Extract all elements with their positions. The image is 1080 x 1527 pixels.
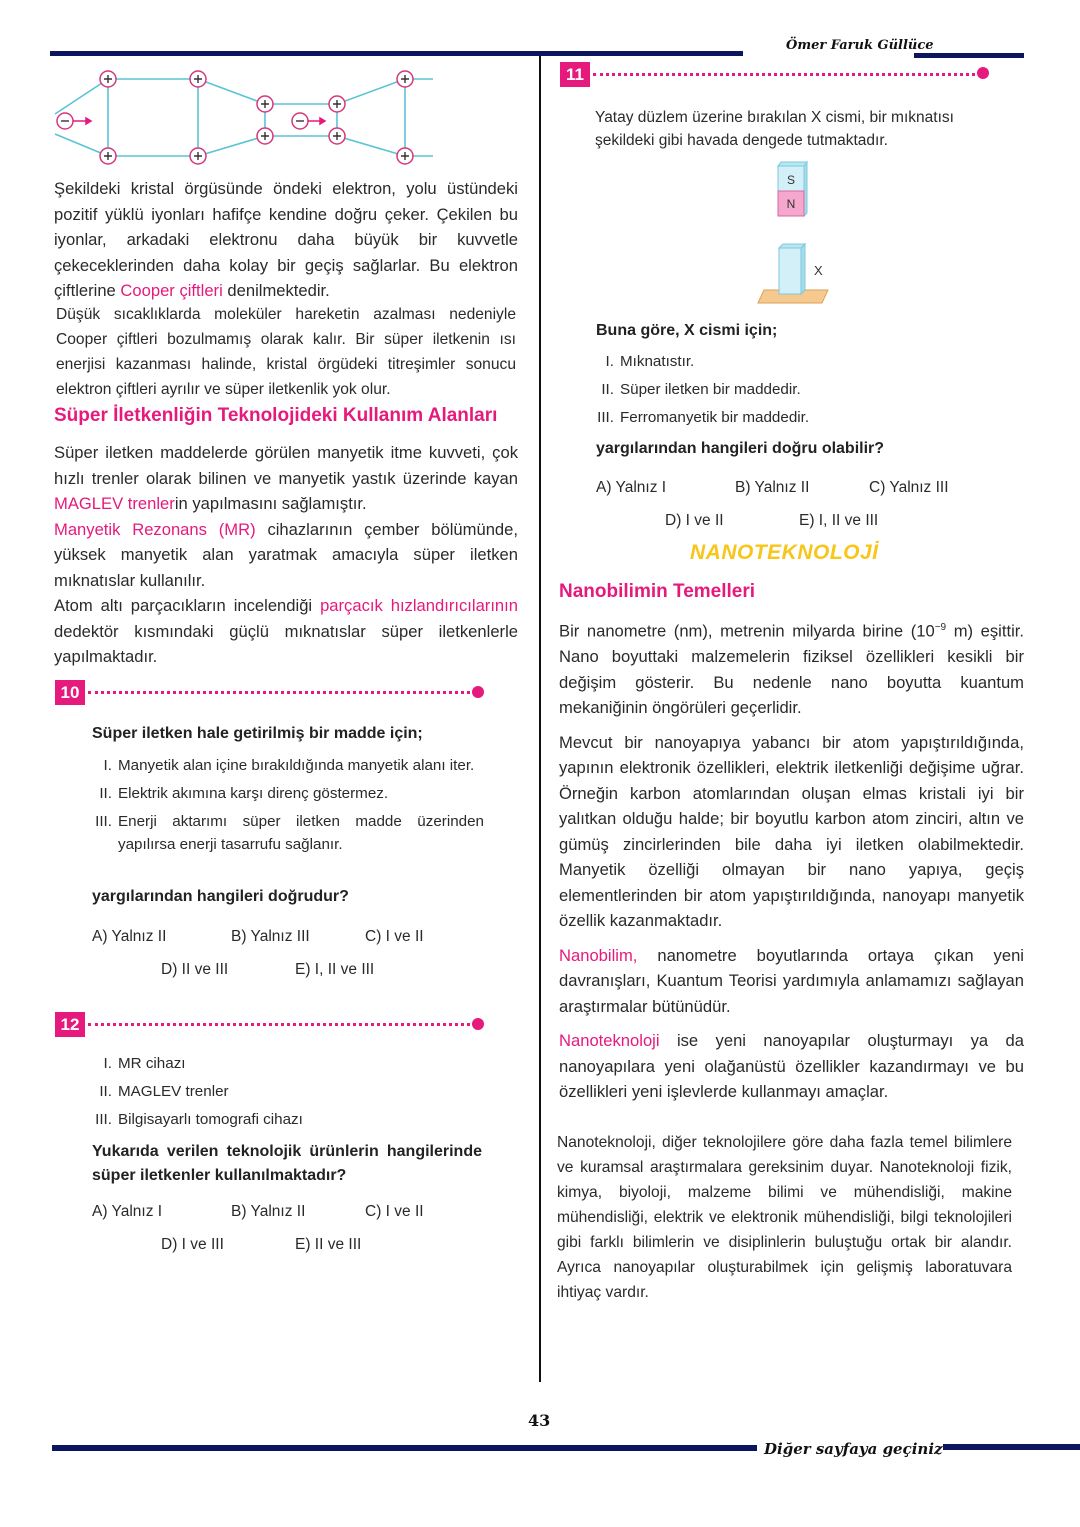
term-cooper-pairs: Cooper çiftleri <box>120 281 223 300</box>
next-page-note: Diğer sayfaya geçiniz <box>764 1440 943 1458</box>
section-title-nanoscience-basics: Nanobilimin Temelleri <box>559 581 756 602</box>
right-paragraphs <box>559 615 1024 1105</box>
q12-item-3: III. Bilgisayarlı tomografi cihazı <box>95 1111 303 1128</box>
question-11-lead: Buna göre, X cismi için; <box>596 322 778 339</box>
lattice-diagram <box>50 64 440 170</box>
q12-option-c[interactable]: C) I ve II <box>365 1203 424 1220</box>
nano-paragraph-4: Nanoteknoloji ise yeni nanoyapılar oluşturmayı ya da nanoyapılara yeni olağanüstü özellikler kazandırmayı ve bu özellikleri yeni işlevlerde kullanmayı amaçlar. <box>559 1031 1024 1102</box>
author-name: Ömer Faruk Güllüce <box>786 38 934 53</box>
svg-text:N: N <box>786 197 796 211</box>
term-nanotechnology: Nanoteknoloji <box>559 1031 660 1051</box>
term-particle-accelerators: parçacık hızlandırıcılarının <box>320 596 519 615</box>
q11-option-d[interactable]: D) I ve II <box>665 512 724 529</box>
column-divider <box>539 56 541 1382</box>
nano-paragraph-2: Mevcut bir nanoyapıya yabancı bir atom yapıştırıldığında, yapının elektronik özellikleri, elektrik iletkenliği değişime uğrar. Örneğin karbon atomlarından oluşan elmas kristali iyi bir yalıtkan olduğu halde; bir boyutlu karbon atom zinciri, altın ve gümüş zincirlerinden bile daha iyi iletken olabilmektedir. Manyetik özelliği olmayan bir nano yapıya, geçiş elementlerinden bir atom yapıştırıldığında, nanoyapı manyetik özellik kazanmaktadır. <box>559 732 1024 931</box>
q12-item-1: I. MR cihazı <box>103 1055 186 1072</box>
question-10-dot <box>472 686 484 698</box>
question-12-items <box>84 1052 484 1131</box>
q10-item-1: I. Manyetik alan içine bırakıldığında manyetik alanı iter. <box>103 757 475 774</box>
q11-item-1: I. Mıknatıstır. <box>605 353 695 370</box>
term-mr: Manyetik Rezonans (MR) <box>54 519 256 539</box>
q11-option-e[interactable]: E) I, II ve III <box>799 512 879 529</box>
q10-option-b[interactable]: B) Yalnız III <box>231 928 310 945</box>
q10-item-2: II. Elektrik akımına karşı direnç göstermez. <box>99 785 389 802</box>
q10-option-d[interactable]: D) II ve III <box>161 961 229 978</box>
question-12-question: Yukarıda verilen teknolojik ürünlerin hangilerinde süper iletkenler kullanılmaktadır? <box>92 1143 482 1184</box>
question-10-dotted-rule <box>88 691 476 694</box>
term-nanoscience: Nanobilim, <box>559 945 638 965</box>
nano-paragraph-5-block <box>557 1130 1012 1305</box>
left-paragraph-3: Süper iletken maddelerde görülen manyetik itme kuvveti, çok hızlı trenler olarak bilinen ve manyetik yastık üzerinde kayan MAGLEV trenlerin yapılmasını sağlamıştır. Manyetik Rezonans (MR) cihazlarının çember bölümünde, yüksek manyetik alan yaratmak amacıyla süper iletken mıknatıslar kullanılır. Atom altı parçacıkların incelendiği parçacık hızlandırıcılarının dedektör kısmındaki güçlü mıknatıslar süper iletkenlerle yapılmaktadır. <box>54 443 519 666</box>
question-10-badge: 10 <box>55 680 85 705</box>
q11-option-b[interactable]: B) Yalnız II <box>735 479 810 496</box>
question-10-stem: Süper iletken hale getirilmiş bir madde için; <box>92 725 423 742</box>
footer-rule-left <box>52 1445 757 1451</box>
question-12-badge: 12 <box>55 1012 85 1037</box>
svg-text:S: S <box>786 173 796 187</box>
q11-option-c[interactable]: C) Yalnız III <box>869 479 949 496</box>
section-title-superconductor-uses: Süper İletkenliğin Teknolojideki Kullanım Alanları <box>54 405 498 426</box>
question-11-items <box>586 350 986 429</box>
q10-option-c[interactable]: C) I ve II <box>365 928 424 945</box>
header-rule-left <box>50 51 743 56</box>
q11-item-2: II. Süper iletken bir maddedir. <box>601 381 801 398</box>
question-11-question: yargılarından hangileri doğru olabilir? <box>596 440 885 457</box>
question-11-dot <box>977 67 989 79</box>
q11-item-3: III. Ferromanyetik bir maddedir. <box>597 409 810 426</box>
page-number: 43 <box>528 1411 551 1430</box>
question-11-stem: Yatay düzlem üzerine bırakılan X cismi, bir mıknatısı şekildeki gibi havada dengede tutmaktadır. <box>595 109 954 149</box>
left-paragraph-2: Düşük sıcaklıklarda moleküler hareketin azalması nedeniyle Cooper çiftleri bozulmamış olarak kalır. Bir süper iletkenin ısı enerjisi kazanması halinde, kristal örgüdeki titreşimler sonucu elektron çiftleri ayrılır ve süper iletkenlik yok olur. <box>56 306 516 398</box>
question-11-badge: 11 <box>560 62 590 87</box>
nano-paragraph-3: Nanobilim, nanometre boyutlarında ortaya çıkan yeni davranışları, Kuantum Teorisi yardımıyla anlamamızı sağlayan araştırmalar bütünüdür. <box>559 945 1024 1016</box>
nanotechnology-banner: NANOTEKNOLOJİ <box>690 541 879 564</box>
crystal-lattice-figure <box>50 64 440 170</box>
question-11-dotted-rule <box>593 73 981 76</box>
q12-option-d[interactable]: D) I ve III <box>161 1236 224 1253</box>
footer-rule-right <box>943 1444 1080 1450</box>
nano-paragraph-1: Bir nanometre (nm), metrenin milyarda birine ($10^{-9}$ m) eşittir. Nano boyuttaki malzemelerin fiziksel özellikleri kesikli bir değişim gösterir. Bu nedenle nano boyutta kuantum mekaniğinin öngörüleri geçerlidir. <box>559 621 1024 718</box>
question-10-question: yargılarından hangileri doğrudur? <box>92 888 349 905</box>
q10-option-a[interactable]: A) Yalnız II <box>92 928 167 945</box>
nano-paragraph-5: Nanoteknoloji, diğer teknolojilere göre daha fazla temel bilimlere ve kuramsal araştırmalara gereksinim duyar. Nanoteknoloji fizik, kimya, biyoloji, malzeme bilimi ve mühendisliği, makine mühendisliği, elektrik ve elektronik mühendisliği, bilgi teknolojileri gibi farklı bilimlerin ve disiplinlerin buluştuğu ortak bir alandır. Ayrıca nanoyapılar oluşturabilmek için gelişmiş laboratuvara ihtiyaç vardır. <box>557 1134 1012 1301</box>
q12-option-e[interactable]: E) II ve III <box>295 1236 362 1253</box>
q10-item-3: III. Enerji aktarımı süper iletken madde üzerinden yapılırsa enerji tasarrufu sağlanır. <box>95 813 484 853</box>
question-12-dotted-rule <box>88 1023 476 1026</box>
q12-item-2: II. MAGLEV trenler <box>99 1083 229 1100</box>
term-maglev: MAGLEV trenler <box>54 494 175 513</box>
q12-option-b[interactable]: B) Yalnız II <box>231 1203 306 1220</box>
q12-option-a[interactable]: A) Yalnız I <box>92 1203 163 1220</box>
question-12-dot <box>472 1018 484 1030</box>
left-intro-paragraph: Şekildeki kristal örgüsünde öndeki elektron, yolu üstündeki pozitif yüklü iyonları hafifçe kendine doğru çeker. Çekilen bu iyonlar, arkadaki elektronu daha büyük bir kuvvetle çekeceklerinden daha kolay bir geçiş sağlarlar. Bu elektron çiftlerine Cooper çiftleri denilmektedir. <box>54 179 518 300</box>
question-10-items <box>84 754 484 856</box>
q10-option-e[interactable]: E) I, II ve III <box>295 961 375 978</box>
svg-text:X: X <box>814 263 823 278</box>
header-rule-right <box>914 53 1024 58</box>
q11-option-a[interactable]: A) Yalnız I <box>596 479 667 496</box>
levitating-magnet-diagram <box>750 160 860 310</box>
magnet-figure <box>750 160 860 310</box>
